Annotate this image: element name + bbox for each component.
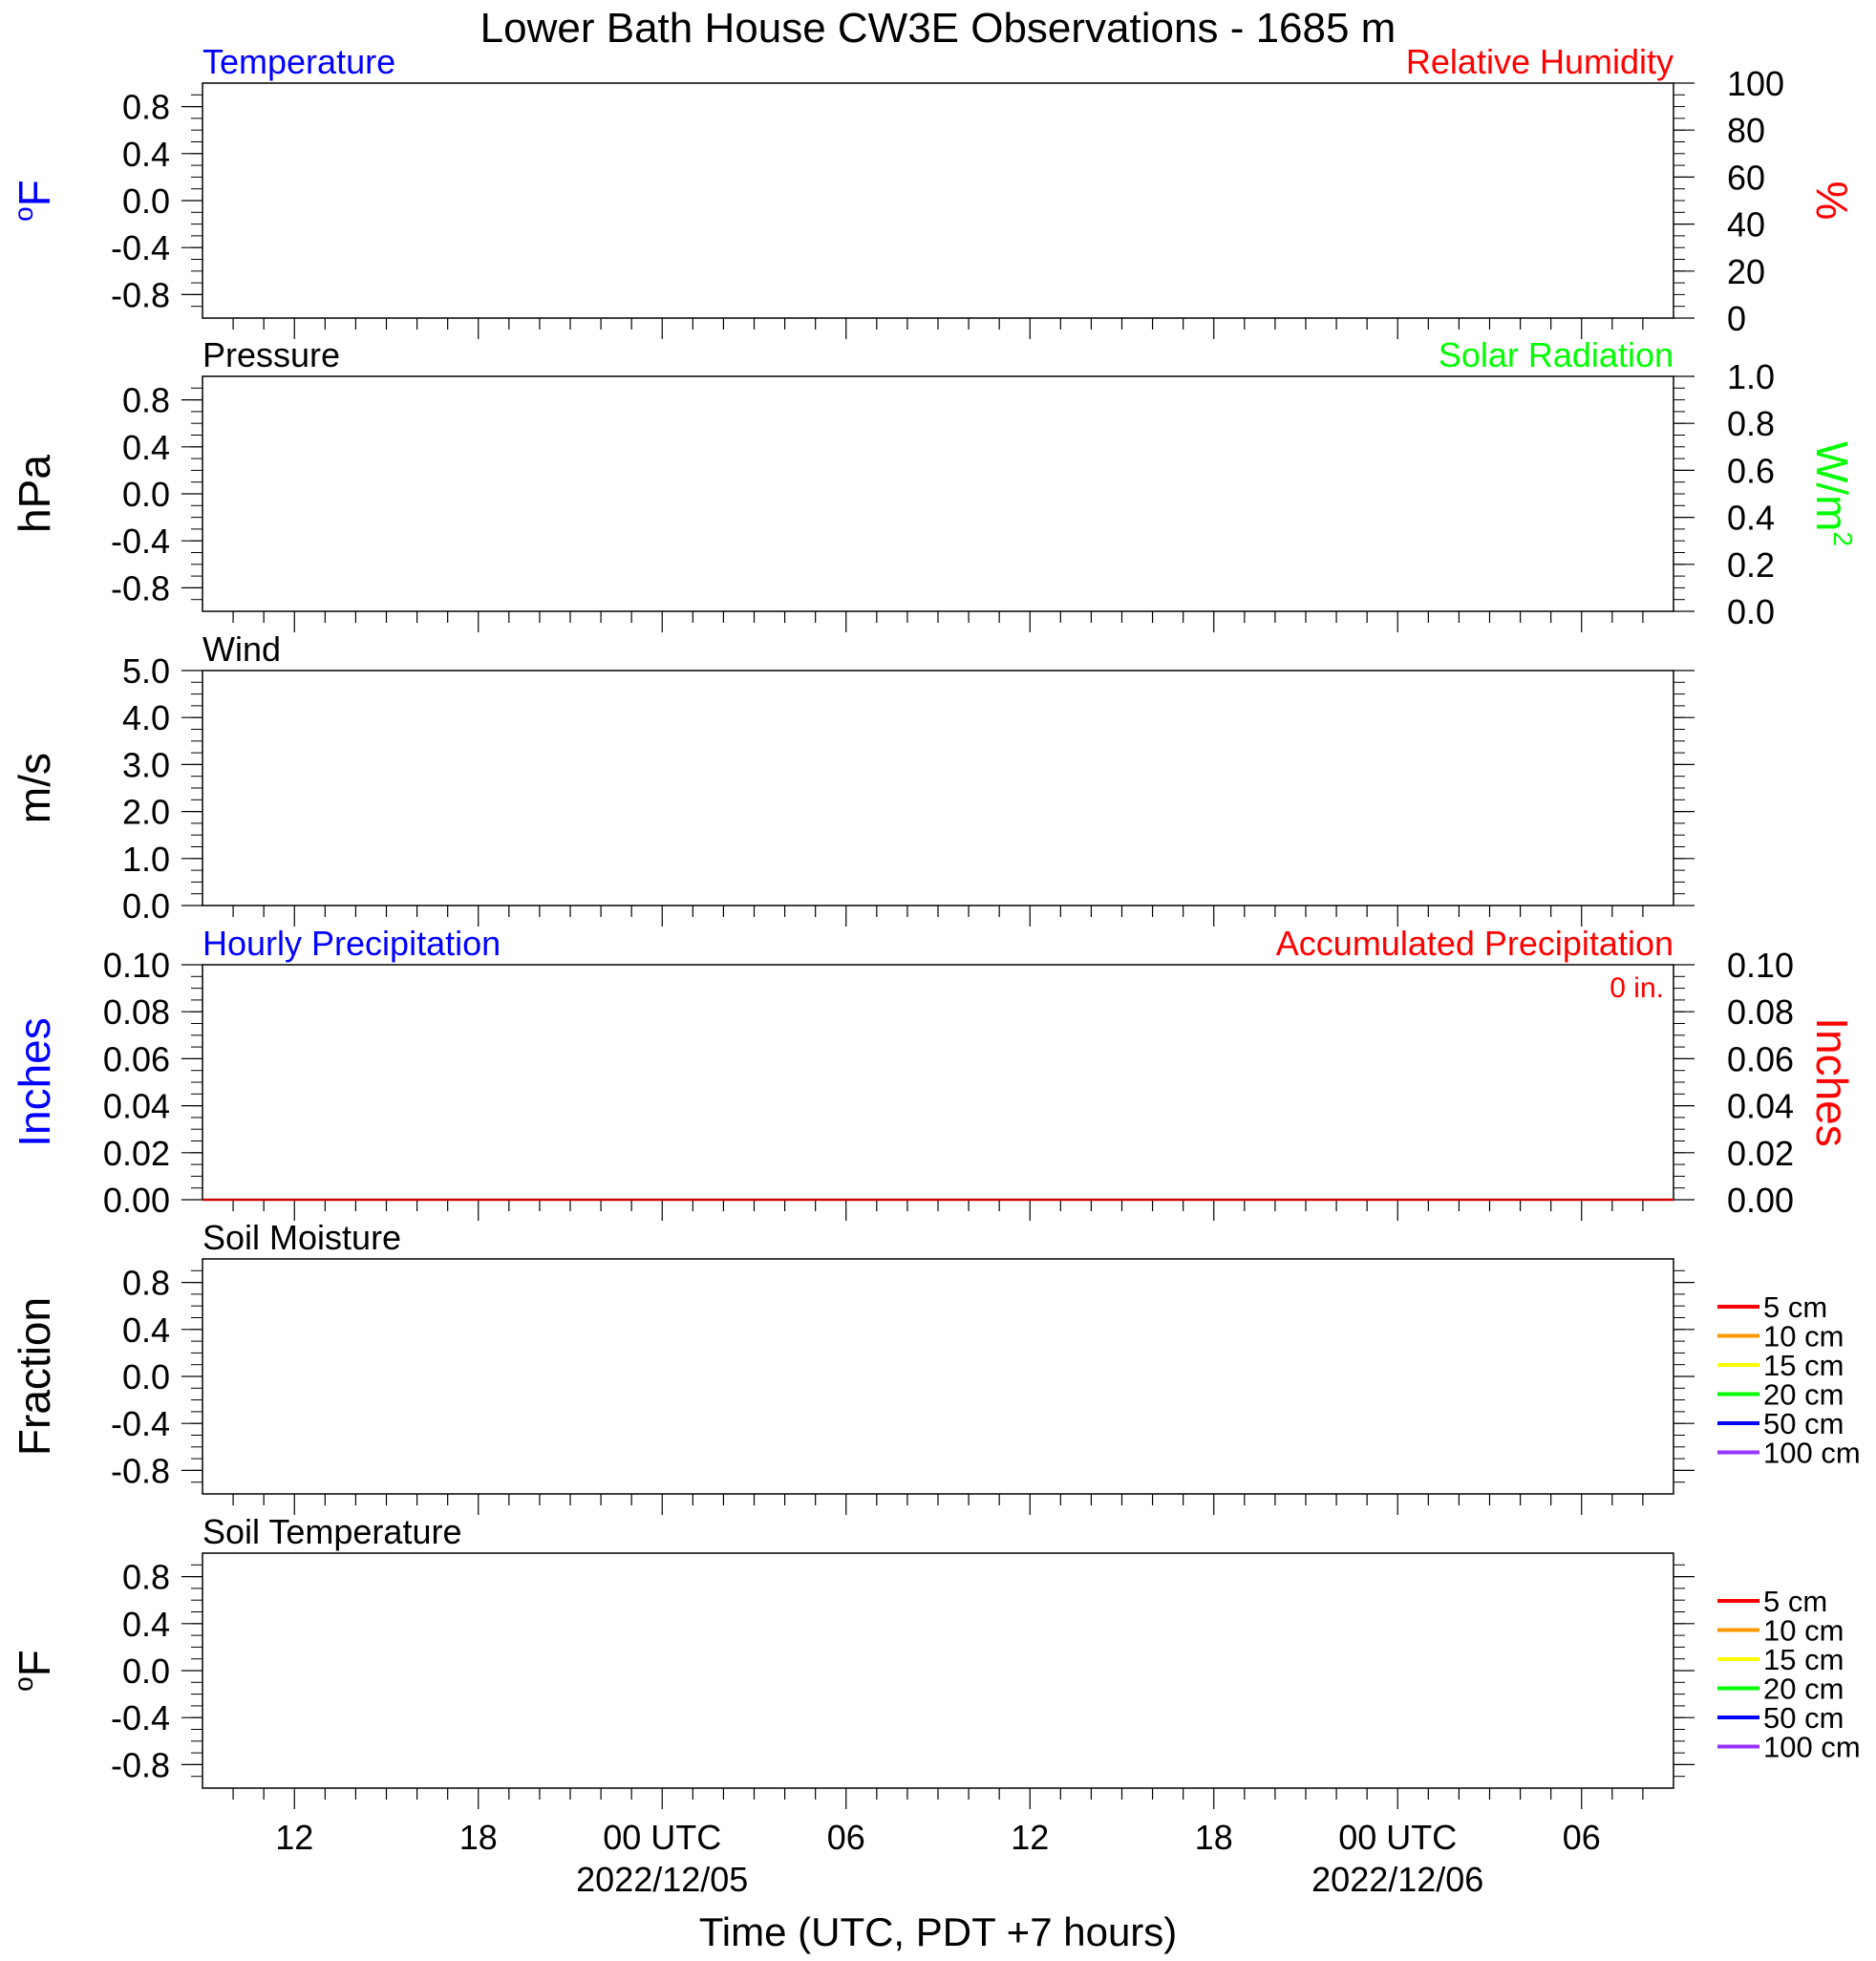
y-right-tick-label: 1.0 <box>1727 357 1776 396</box>
y-left-tick-label: 0.8 <box>121 1263 170 1303</box>
y-left-tick-label: -0.8 <box>110 275 170 315</box>
panel-title-left: Soil Moisture <box>203 1218 402 1257</box>
panel-title-left: Temperature <box>203 42 396 81</box>
y-left-tick-label: 0.4 <box>121 427 170 467</box>
accumulated-annotation: 0 in. <box>1610 972 1664 1004</box>
y-right-label: $W/m^2$ <box>1807 440 1858 547</box>
x-tick-label: 18 <box>458 1818 498 1857</box>
panel-title-left: Pressure <box>203 335 341 374</box>
legend-label: 20 cm <box>1763 1672 1844 1706</box>
y-left-tick-label: -0.4 <box>110 1404 170 1444</box>
y-left-tick-label: 0.0 <box>121 1652 170 1691</box>
y-left-tick-label: 5.0 <box>121 651 170 691</box>
y-left-tick-label: -0.8 <box>110 1745 170 1785</box>
y-right-tick-label: 20 <box>1727 251 1766 291</box>
x-date-label: 2022/12/05 <box>576 1860 749 1899</box>
panel-title-right: Solar Radiation <box>1438 335 1673 374</box>
y-right-tick-label: 100 <box>1727 64 1785 103</box>
y-left-tick-label: 0.08 <box>102 992 170 1033</box>
y-left-tick-label: 0.0 <box>121 886 170 926</box>
y-left-tick-label: 0.0 <box>121 475 170 514</box>
y-left-tick-label: 0.4 <box>121 1310 170 1350</box>
legend-label: 5 cm <box>1763 1585 1828 1618</box>
legend-label: 15 cm <box>1763 1349 1844 1382</box>
legend-label: 10 cm <box>1763 1319 1844 1354</box>
y-left-tick-label: -0.8 <box>110 568 170 608</box>
panel-title-left: Wind <box>203 629 282 669</box>
y-right-tick-label: 80 <box>1727 111 1766 151</box>
x-tick-label: 06 <box>1562 1818 1601 1857</box>
y-left-tick-label: -0.4 <box>110 228 170 268</box>
legend-label: 50 cm <box>1763 1701 1844 1735</box>
y-right-tick-label: 0.4 <box>1727 498 1776 538</box>
legend-label: 15 cm <box>1763 1643 1844 1676</box>
y-left-tick-label: 0.02 <box>102 1133 170 1173</box>
y-right-tick-label: 0.2 <box>1727 544 1776 585</box>
y-left-tick-label: 1.0 <box>121 839 170 879</box>
legend-label: 10 cm <box>1763 1613 1844 1648</box>
x-axis-label: Time (UTC, PDT +7 hours) <box>698 1909 1178 1954</box>
y-left-label: Inches <box>10 1017 59 1147</box>
y-left-tick-label: -0.8 <box>110 1451 170 1491</box>
y-left-label: m/s <box>10 752 59 824</box>
y-right-tick-label: 0.02 <box>1727 1133 1795 1173</box>
y-left-tick-label: 0.06 <box>102 1039 170 1079</box>
y-right-tick-label: 0.10 <box>1727 946 1795 985</box>
y-left-tick-label: 0.8 <box>121 380 170 420</box>
y-left-label: hPa <box>10 455 59 533</box>
legend-label: 5 cm <box>1763 1290 1828 1324</box>
y-right-tick-label: 60 <box>1727 158 1766 198</box>
y-right-tick-label: 40 <box>1727 204 1766 245</box>
y-left-label: Fraction <box>10 1296 59 1457</box>
y-right-tick-label: 0.0 <box>1727 592 1776 631</box>
y-left-tick-label: 0.4 <box>121 134 170 174</box>
y-left-tick-label: 0.8 <box>121 1557 170 1597</box>
legend-label: 50 cm <box>1763 1407 1844 1440</box>
x-tick-label: 18 <box>1194 1818 1233 1857</box>
x-tick-label: 12 <box>1011 1818 1050 1857</box>
y-right-tick-label: 0.04 <box>1727 1086 1795 1126</box>
y-left-tick-label: 0.8 <box>121 87 170 127</box>
x-tick-label: 00 UTC <box>1338 1818 1458 1857</box>
y-left-tick-label: 0.0 <box>121 1357 170 1396</box>
legend-label: 100 cm <box>1763 1730 1861 1764</box>
x-tick-label: 12 <box>275 1818 314 1857</box>
y-left-tick-label: 0.00 <box>102 1181 170 1220</box>
y-right-tick-label: 0.6 <box>1727 451 1776 491</box>
x-date-label: 2022/12/06 <box>1311 1860 1484 1899</box>
y-right-tick-label: 0.8 <box>1727 404 1776 444</box>
y-left-tick-label: 3.0 <box>121 745 170 785</box>
y-left-tick-label: 0.10 <box>102 946 170 985</box>
panel-title-left: Hourly Precipitation <box>203 924 501 963</box>
y-right-label: Inches <box>1807 1017 1857 1147</box>
y-left-label: $^o$F <box>9 1650 59 1692</box>
y-left-label: $^o$F <box>9 180 59 222</box>
panel-title-left: Soil Temperature <box>203 1512 462 1551</box>
y-right-tick-label: 0.08 <box>1727 992 1795 1033</box>
y-left-tick-label: 0.4 <box>121 1604 170 1644</box>
y-left-tick-label: -0.4 <box>110 522 170 562</box>
x-tick-label: 06 <box>826 1818 865 1857</box>
x-tick-label: 00 UTC <box>603 1818 722 1857</box>
y-right-tick-label: 0.00 <box>1727 1181 1795 1220</box>
chart-title: Lower Bath House CW3E Observations - 1685 m <box>480 5 1396 52</box>
panel-title-right: Relative Humidity <box>1405 42 1673 81</box>
y-left-tick-label: 4.0 <box>121 698 170 738</box>
y-left-tick-label: -0.4 <box>110 1698 170 1738</box>
y-right-tick-label: 0 <box>1727 299 1747 338</box>
panel-title-right: Accumulated Precipitation <box>1275 924 1673 963</box>
y-right-tick-label: 0.06 <box>1727 1039 1795 1079</box>
legend-label: 100 cm <box>1763 1436 1861 1470</box>
y-left-tick-label: 2.0 <box>121 792 170 832</box>
legend-label: 20 cm <box>1763 1377 1844 1412</box>
y-left-tick-label: 0.04 <box>102 1086 170 1126</box>
y-left-tick-label: 0.0 <box>121 181 170 221</box>
y-right-label: % <box>1807 181 1857 221</box>
